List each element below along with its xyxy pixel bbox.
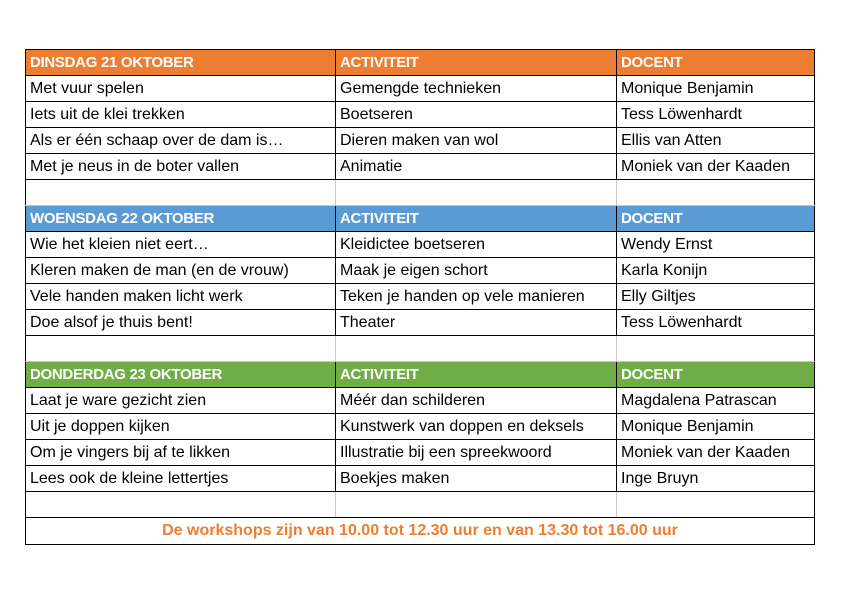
empty-cell (26, 180, 336, 206)
empty-cell (617, 336, 815, 362)
workshop-title: Met vuur spelen (26, 76, 336, 102)
day-title: WOENSDAG 22 OKTOBER (26, 206, 336, 232)
workshop-title: Om je vingers bij af te likken (26, 440, 336, 466)
workshop-title: Vele handen maken licht werk (26, 284, 336, 310)
empty-cell (617, 180, 815, 206)
activity-cell: Maak je eigen schort (336, 258, 617, 284)
table-row (26, 258, 815, 284)
activity-cell: Boekjes maken (336, 466, 617, 492)
empty-row (26, 336, 815, 362)
workshop-schedule (25, 49, 814, 545)
teacher-cell: Wendy Ernst (617, 232, 815, 258)
workshop-title: Kleren maken de man (en de vrouw) (26, 258, 336, 284)
teacher-cell: Ellis van Atten (617, 128, 815, 154)
table-row (26, 388, 815, 414)
table-row (26, 232, 815, 258)
empty-cell (336, 336, 617, 362)
activity-cell: Gemengde technieken (336, 76, 617, 102)
table-row (26, 154, 815, 180)
workshop-hours-note: De workshops zijn van 10.00 tot 12.30 uur en van 13.30 tot 16.00 uur (26, 518, 815, 545)
activity-cell: Dieren maken van wol (336, 128, 617, 154)
table-row (26, 76, 815, 102)
workshop-title: Wie het kleien niet eert… (26, 232, 336, 258)
activity-cell: Teken je handen op vele manieren (336, 284, 617, 310)
teacher-cell: Tess Löwenhardt (617, 102, 815, 128)
schedule-table (25, 49, 815, 545)
activity-cell: Illustratie bij een spreekwoord (336, 440, 617, 466)
activity-cell: Animatie (336, 154, 617, 180)
teacher-column-header: DOCENT (617, 362, 815, 388)
day-title: DONDERDAG 23 OKTOBER (26, 362, 336, 388)
table-row (26, 284, 815, 310)
teacher-cell: Tess Löwenhardt (617, 310, 815, 336)
teacher-cell: Karla Konijn (617, 258, 815, 284)
table-row (26, 440, 815, 466)
activity-cell: Kleidictee boetseren (336, 232, 617, 258)
teacher-cell: Magdalena Patrascan (617, 388, 815, 414)
day-title: DINSDAG 21 OKTOBER (26, 50, 336, 76)
empty-cell (336, 492, 617, 518)
workshop-title: Iets uit de klei trekken (26, 102, 336, 128)
day-header-row (26, 362, 815, 388)
workshop-title: Als er één schaap over de dam is… (26, 128, 336, 154)
empty-cell (336, 180, 617, 206)
activity-column-header: ACTIVITEIT (336, 362, 617, 388)
day-header-row (26, 50, 815, 76)
empty-cell (617, 492, 815, 518)
table-row (26, 466, 815, 492)
activity-cell: Theater (336, 310, 617, 336)
activity-cell: Boetseren (336, 102, 617, 128)
workshop-title: Doe alsof je thuis bent! (26, 310, 336, 336)
table-row (26, 414, 815, 440)
table-row (26, 102, 815, 128)
activity-cell: Kunstwerk van doppen en deksels (336, 414, 617, 440)
teacher-cell: Elly Giltjes (617, 284, 815, 310)
footer-row (26, 518, 815, 545)
workshop-title: Met je neus in de boter vallen (26, 154, 336, 180)
teacher-cell: Monique Benjamin (617, 414, 815, 440)
teacher-cell: Inge Bruyn (617, 466, 815, 492)
activity-column-header: ACTIVITEIT (336, 50, 617, 76)
empty-row (26, 492, 815, 518)
day-header-row (26, 206, 815, 232)
teacher-cell: Monique Benjamin (617, 76, 815, 102)
teacher-cell: Moniek van der Kaaden (617, 440, 815, 466)
empty-row (26, 180, 815, 206)
empty-cell (26, 336, 336, 362)
teacher-cell: Moniek van der Kaaden (617, 154, 815, 180)
activity-cell: Méér dan schilderen (336, 388, 617, 414)
workshop-title: Lees ook de kleine lettertjes (26, 466, 336, 492)
workshop-title: Uit je doppen kijken (26, 414, 336, 440)
workshop-title: Laat je ware gezicht zien (26, 388, 336, 414)
empty-cell (26, 492, 336, 518)
table-row (26, 310, 815, 336)
teacher-column-header: DOCENT (617, 50, 815, 76)
table-row (26, 128, 815, 154)
activity-column-header: ACTIVITEIT (336, 206, 617, 232)
teacher-column-header: DOCENT (617, 206, 815, 232)
